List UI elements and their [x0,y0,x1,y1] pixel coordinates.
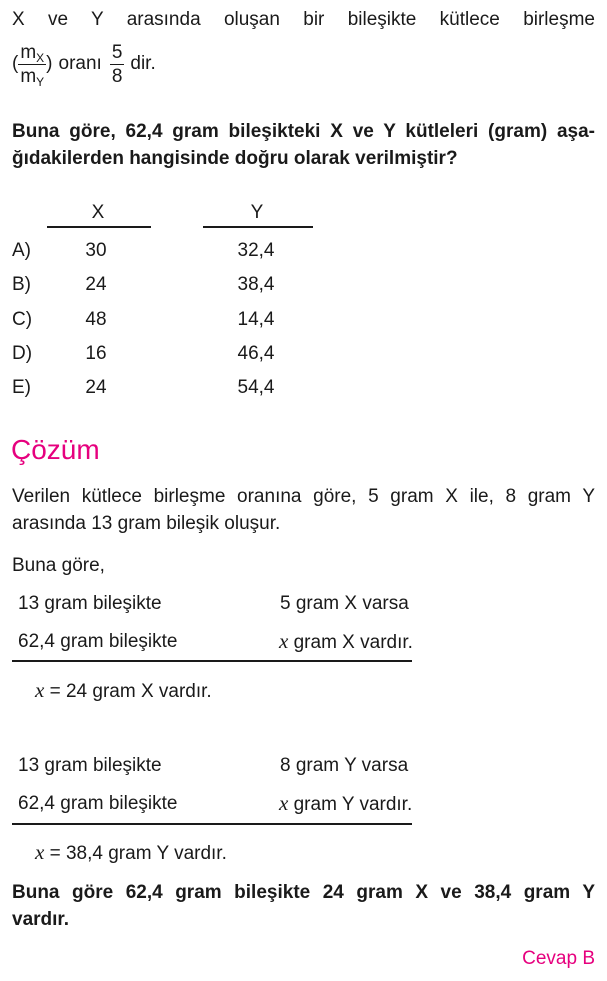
block1-row1-right: 5 gram X varsa [280,593,409,614]
value-numerator: 5 [111,41,123,63]
ratio-expression [12,38,156,90]
option-y-value: 14,4 [237,309,275,330]
option-label: C) [12,309,33,330]
block1-row2-right: x gram X vardır. [279,629,413,653]
block1-result: x = 24 gram X vardır. [35,678,212,702]
block2-row1-left: 13 gram bileşikte [18,755,162,776]
column-header-y: Y [250,202,264,223]
variable-x: x [35,840,45,864]
conclusion-line-1: Buna göre 62,4 gram bileşikte 24 gram X ve 38,4 gram Y [12,882,595,903]
ratio-num-m: m [20,41,37,63]
column-y-underline [203,226,313,228]
option-x-value: 24 [85,274,107,295]
block1-row2-left: 62,4 gram bileşikte [18,631,178,652]
conclusion-line-2: vardır. [12,909,70,930]
question-prompt-line-2: ğıdakilerden hangisinde doğru olarak verilmiştir? [12,148,458,169]
mass-ratio-fraction [18,41,46,89]
solution-intro-line-1: Verilen kütlece birleşme oranına göre, 5 gram X ile, 8 gram Y [12,486,595,507]
option-label: A) [12,240,31,261]
buna-gore-text: Buna göre, [12,555,105,576]
option-y-value: 46,4 [237,343,275,364]
option-y-value: 38,4 [237,274,275,295]
option-x-value: 16 [85,343,107,364]
option-label: E) [12,377,31,398]
variable-x: x [279,791,289,815]
block2-row2-right: x gram Y vardır. [279,791,413,815]
ratio-suffix: dir. [130,53,156,74]
block1-row1-left: 13 gram bileşikte [18,593,162,614]
value-denominator: 8 [111,65,123,87]
ratio-close-paren: ) [46,53,53,74]
ratio-num-sub: X [36,50,45,65]
question-line-1: X ve Y arasında oluşan bir bileşikte kütlece birleşme [12,9,595,30]
block2-row2-left: 62,4 gram bileşikte [18,793,178,814]
block2-divider [12,823,412,825]
ratio-den-m: m [20,65,37,87]
value-fraction [110,43,125,86]
option-x-value: 48 [85,309,107,330]
option-x-value: 24 [85,377,107,398]
variable-x: x [279,629,289,653]
option-y-value: 32,4 [237,240,275,261]
column-header-x: X [91,202,105,223]
solution-heading: Çözüm [11,434,100,465]
option-x-value: 30 [85,240,107,261]
block2-result: x = 38,4 gram Y vardır. [35,840,227,864]
column-x-underline [47,226,151,228]
block1-divider [12,660,412,662]
variable-x: x [35,678,45,702]
block2-row1-right: 8 gram Y varsa [280,755,409,776]
ratio-word: oranı [58,53,102,74]
answer-label: Cevap B [522,948,595,969]
solution-intro-line-2: arasında 13 gram bileşik oluşur. [12,513,281,534]
option-y-value: 54,4 [237,377,275,398]
ratio-den-sub: Y [36,74,45,89]
option-label: B) [12,274,31,295]
option-label: D) [12,343,33,364]
question-prompt-line-1: Buna göre, 62,4 gram bileşikteki X ve Y kütleleri (gram) aşa- [12,121,595,142]
ratio-open-paren: ( [12,53,19,74]
